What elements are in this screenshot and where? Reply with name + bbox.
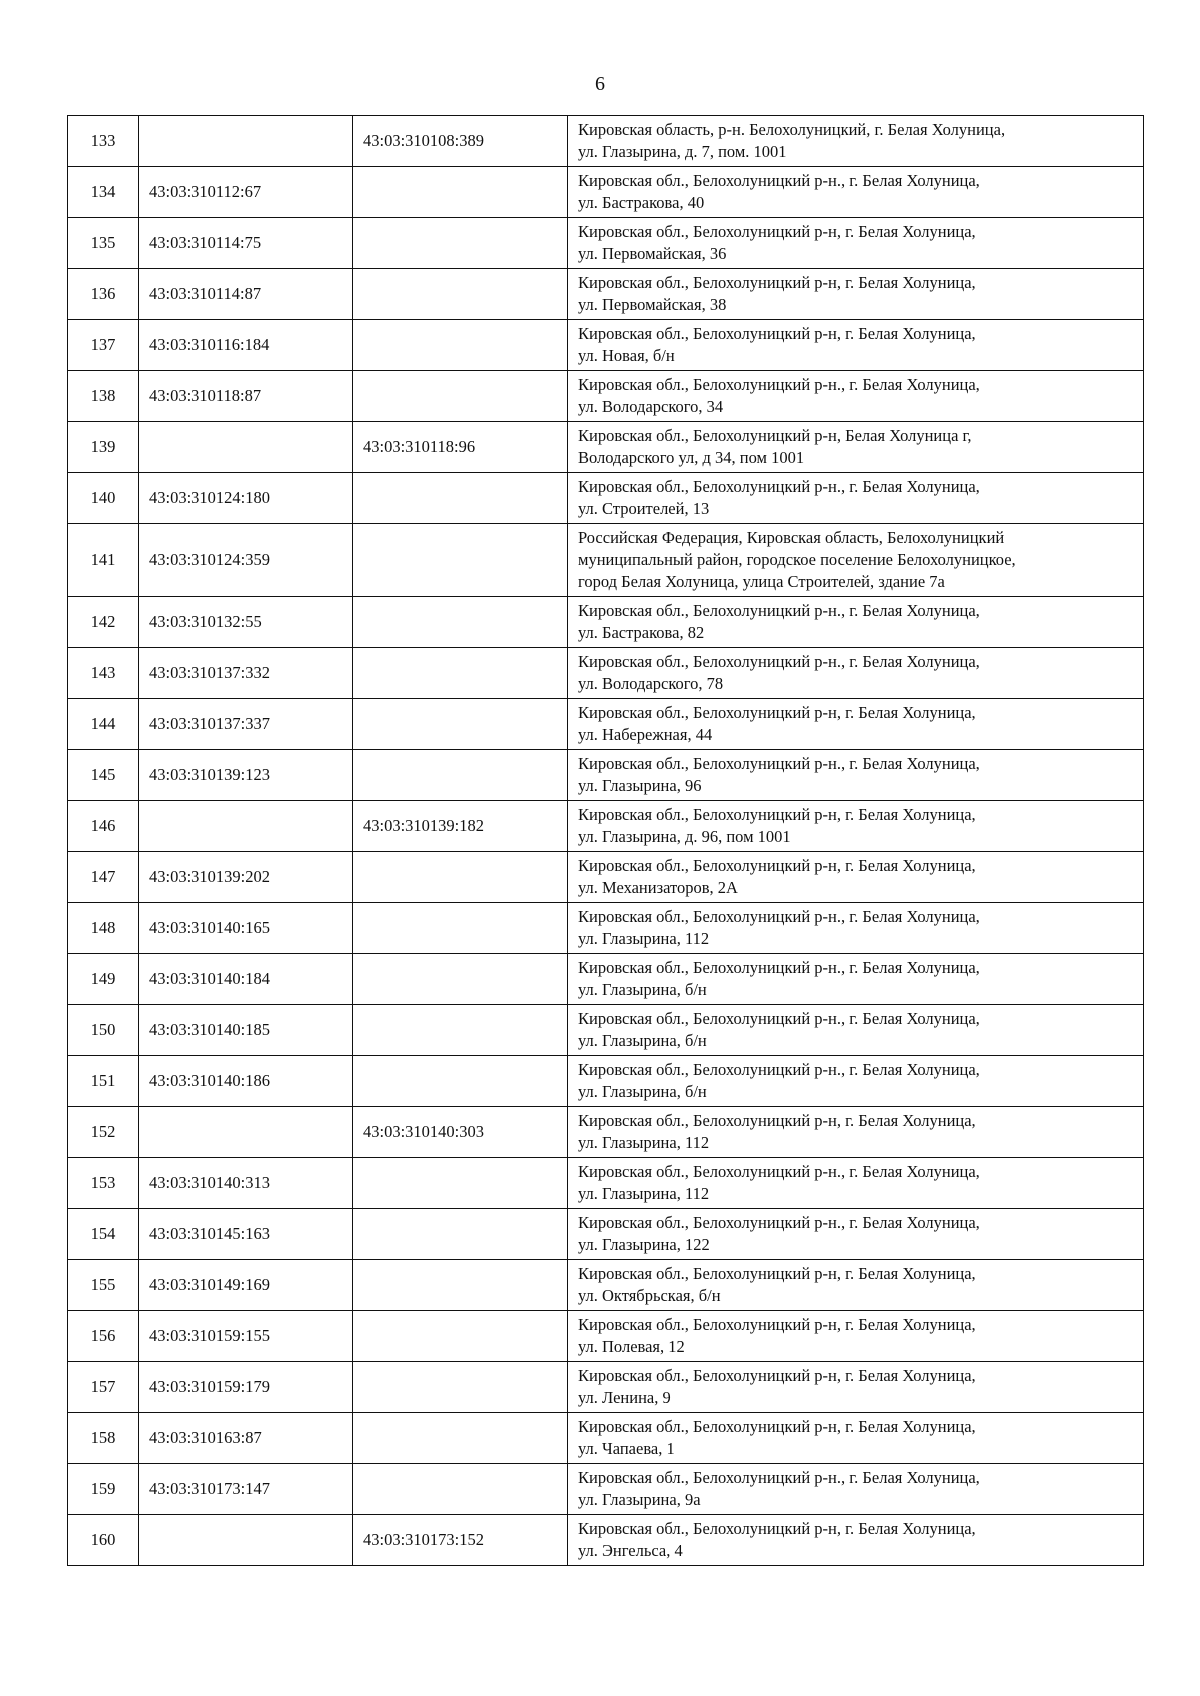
row-number-cell: 152: [68, 1107, 139, 1158]
address-line: Кировская обл., Белохолуницкий р-н., г. Белая Холуница,: [578, 958, 980, 977]
land-parcel-cadastral-number-cell: 43:03:310140:313: [139, 1158, 353, 1209]
row-number-cell: 138: [68, 371, 139, 422]
building-cadastral-number-cell: [353, 1311, 568, 1362]
address-line: ул. Бастракова, 40: [578, 193, 705, 212]
table-row: [68, 218, 1144, 269]
address-line: Кировская обл., Белохолуницкий р-н, г. Белая Холуница,: [578, 324, 976, 343]
address-line: Кировская область, р-н. Белохолуницкий, г. Белая Холуница,: [578, 120, 1006, 139]
table-row: [68, 422, 1144, 473]
address-cell: [568, 371, 1144, 422]
address-line: Кировская обл., Белохолуницкий р-н, г. Белая Холуница,: [578, 1519, 976, 1538]
land-parcel-cadastral-number-cell: 43:03:310137:332: [139, 648, 353, 699]
address-line: ул. Чапаева, 1: [578, 1439, 675, 1458]
table-row: [68, 1311, 1144, 1362]
address-cell: [568, 597, 1144, 648]
address-line: ул. Набережная, 44: [578, 725, 713, 744]
land-parcel-cadastral-number-cell: 43:03:310159:155: [139, 1311, 353, 1362]
land-parcel-cadastral-number-cell: 43:03:310140:186: [139, 1056, 353, 1107]
address-line: Кировская обл., Белохолуницкий р-н., г. Белая Холуница,: [578, 652, 980, 671]
address-line: Кировская обл., Белохолуницкий р-н, г. Белая Холуница,: [578, 856, 976, 875]
table-body: [68, 116, 1144, 1566]
row-number-cell: 160: [68, 1515, 139, 1566]
building-cadastral-number-cell: 43:03:310118:96: [353, 422, 568, 473]
address-cell: [568, 801, 1144, 852]
address-line: ул. Глазырина, 112: [578, 1184, 710, 1203]
row-number-cell: 142: [68, 597, 139, 648]
table-row: [68, 167, 1144, 218]
address-line: ул. Глазырина, 112: [578, 1133, 710, 1152]
land-parcel-cadastral-number-cell: [139, 116, 353, 167]
row-number-cell: 136: [68, 269, 139, 320]
table-row: [68, 801, 1144, 852]
building-cadastral-number-cell: [353, 648, 568, 699]
building-cadastral-number-cell: 43:03:310108:389: [353, 116, 568, 167]
address-line: ул. Первомайская, 38: [578, 295, 727, 314]
address-cell: [568, 1209, 1144, 1260]
land-parcel-cadastral-number-cell: 43:03:310124:180: [139, 473, 353, 524]
row-number-cell: 141: [68, 524, 139, 597]
land-parcel-cadastral-number-cell: [139, 1515, 353, 1566]
address-line: ул. Володарского, 34: [578, 397, 724, 416]
address-line: ул. Первомайская, 36: [578, 244, 727, 263]
row-number-cell: 156: [68, 1311, 139, 1362]
land-parcel-cadastral-number-cell: [139, 1107, 353, 1158]
address-line: Кировская обл., Белохолуницкий р-н., г. Белая Холуница,: [578, 1060, 980, 1079]
building-cadastral-number-cell: [353, 903, 568, 954]
building-cadastral-number-cell: [353, 1260, 568, 1311]
address-line: Кировская обл., Белохолуницкий р-н, г. Белая Холуница,: [578, 1315, 976, 1334]
land-parcel-cadastral-number-cell: 43:03:310163:87: [139, 1413, 353, 1464]
address-line: Кировская обл., Белохолуницкий р-н, Белая Холуница г,: [578, 426, 972, 445]
address-line: Кировская обл., Белохолуницкий р-н., г. Белая Холуница,: [578, 1468, 980, 1487]
building-cadastral-number-cell: [353, 473, 568, 524]
address-cell: [568, 116, 1144, 167]
address-line: ул. Энгельса, 4: [578, 1541, 683, 1560]
building-cadastral-number-cell: [353, 1413, 568, 1464]
address-cell: [568, 422, 1144, 473]
table-row: [68, 473, 1144, 524]
building-cadastral-number-cell: [353, 852, 568, 903]
land-parcel-cadastral-number-cell: 43:03:310139:202: [139, 852, 353, 903]
row-number-cell: 147: [68, 852, 139, 903]
page-number: 6: [595, 73, 605, 95]
land-parcel-cadastral-number-cell: 43:03:310132:55: [139, 597, 353, 648]
cadastral-registry-table: [67, 115, 1144, 1566]
building-cadastral-number-cell: [353, 750, 568, 801]
table-row: [68, 1260, 1144, 1311]
address-cell: [568, 852, 1144, 903]
building-cadastral-number-cell: 43:03:310139:182: [353, 801, 568, 852]
address-cell: [568, 524, 1144, 597]
address-line: Володарского ул, д 34, пом 1001: [578, 448, 805, 467]
address-line: Кировская обл., Белохолуницкий р-н., г. Белая Холуница,: [578, 1009, 980, 1028]
table-row: [68, 1464, 1144, 1515]
address-cell: [568, 167, 1144, 218]
row-number-cell: 148: [68, 903, 139, 954]
table-row: [68, 648, 1144, 699]
address-cell: [568, 1005, 1144, 1056]
table-row: [68, 1209, 1144, 1260]
row-number-cell: 134: [68, 167, 139, 218]
address-cell: [568, 218, 1144, 269]
address-line: Кировская обл., Белохолуницкий р-н., г. Белая Холуница,: [578, 907, 980, 926]
building-cadastral-number-cell: [353, 1005, 568, 1056]
address-line: ул. Глазырина, д. 96, пом 1001: [578, 827, 791, 846]
address-line: ул. Глазырина, 122: [578, 1235, 710, 1254]
building-cadastral-number-cell: [353, 699, 568, 750]
table-row: [68, 1413, 1144, 1464]
address-line: ул. Глазырина, д. 7, пом. 1001: [578, 142, 787, 161]
building-cadastral-number-cell: [353, 1056, 568, 1107]
address-line: ул. Новая, б/н: [578, 346, 675, 365]
table-row: [68, 903, 1144, 954]
address-cell: [568, 1515, 1144, 1566]
address-line: Кировская обл., Белохолуницкий р-н., г. Белая Холуница,: [578, 754, 980, 773]
address-cell: [568, 648, 1144, 699]
table-row: [68, 1056, 1144, 1107]
row-number-cell: 159: [68, 1464, 139, 1515]
land-parcel-cadastral-number-cell: 43:03:310145:163: [139, 1209, 353, 1260]
building-cadastral-number-cell: [353, 1464, 568, 1515]
address-line: Кировская обл., Белохолуницкий р-н., г. Белая Холуница,: [578, 1162, 980, 1181]
building-cadastral-number-cell: [353, 371, 568, 422]
row-number-cell: 157: [68, 1362, 139, 1413]
table-row: [68, 320, 1144, 371]
address-cell: [568, 1260, 1144, 1311]
address-line: ул. Бастракова, 82: [578, 623, 705, 642]
address-line: ул. Глазырина, б/н: [578, 1031, 707, 1050]
address-line: ул. Глазырина, 9а: [578, 1490, 701, 1509]
building-cadastral-number-cell: [353, 167, 568, 218]
row-number-cell: 133: [68, 116, 139, 167]
address-cell: [568, 903, 1144, 954]
row-number-cell: 145: [68, 750, 139, 801]
land-parcel-cadastral-number-cell: 43:03:310140:165: [139, 903, 353, 954]
table-row: [68, 597, 1144, 648]
building-cadastral-number-cell: [353, 1158, 568, 1209]
table-row: [68, 1005, 1144, 1056]
building-cadastral-number-cell: 43:03:310173:152: [353, 1515, 568, 1566]
land-parcel-cadastral-number-cell: 43:03:310114:87: [139, 269, 353, 320]
building-cadastral-number-cell: [353, 524, 568, 597]
address-cell: [568, 699, 1144, 750]
address-line: Кировская обл., Белохолуницкий р-н, г. Белая Холуница,: [578, 703, 976, 722]
row-number-cell: 154: [68, 1209, 139, 1260]
table-row: [68, 954, 1144, 1005]
address-line: Кировская обл., Белохолуницкий р-н., г. Белая Холуница,: [578, 601, 980, 620]
row-number-cell: 146: [68, 801, 139, 852]
address-line: Кировская обл., Белохолуницкий р-н., г. Белая Холуница,: [578, 477, 980, 496]
table-row: [68, 1515, 1144, 1566]
building-cadastral-number-cell: [353, 269, 568, 320]
row-number-cell: 143: [68, 648, 139, 699]
land-parcel-cadastral-number-cell: 43:03:310140:184: [139, 954, 353, 1005]
building-cadastral-number-cell: [353, 320, 568, 371]
land-parcel-cadastral-number-cell: 43:03:310116:184: [139, 320, 353, 371]
building-cadastral-number-cell: 43:03:310140:303: [353, 1107, 568, 1158]
table-row: [68, 1362, 1144, 1413]
address-cell: [568, 473, 1144, 524]
address-line: Российская Федерация, Кировская область, Белохолуницкий: [578, 528, 1005, 547]
table-row: [68, 371, 1144, 422]
row-number-cell: 137: [68, 320, 139, 371]
land-parcel-cadastral-number-cell: 43:03:310118:87: [139, 371, 353, 422]
address-cell: [568, 954, 1144, 1005]
address-line: Кировская обл., Белохолуницкий р-н, г. Белая Холуница,: [578, 805, 976, 824]
address-line: Кировская обл., Белохолуницкий р-н, г. Белая Холуница,: [578, 1417, 976, 1436]
address-line: ул. Глазырина, б/н: [578, 1082, 707, 1101]
building-cadastral-number-cell: [353, 1209, 568, 1260]
table-row: [68, 1158, 1144, 1209]
address-line: Кировская обл., Белохолуницкий р-н, г. Белая Холуница,: [578, 1264, 976, 1283]
land-parcel-cadastral-number-cell: 43:03:310112:67: [139, 167, 353, 218]
address-line: Кировская обл., Белохолуницкий р-н, г. Белая Холуница,: [578, 222, 976, 241]
address-line: ул. Механизаторов, 2А: [578, 878, 738, 897]
address-line: город Белая Холуница, улица Строителей, здание 7а: [578, 572, 945, 591]
table-row: [68, 269, 1144, 320]
address-line: ул. Ленина, 9: [578, 1388, 671, 1407]
table-row: [68, 1107, 1144, 1158]
address-line: ул. Полевая, 12: [578, 1337, 685, 1356]
row-number-cell: 149: [68, 954, 139, 1005]
address-cell: [568, 750, 1144, 801]
land-parcel-cadastral-number-cell: 43:03:310140:185: [139, 1005, 353, 1056]
address-line: ул. Глазырина, 112: [578, 929, 710, 948]
address-cell: [568, 1158, 1144, 1209]
address-cell: [568, 1362, 1144, 1413]
address-cell: [568, 1413, 1144, 1464]
address-line: ул. Строителей, 13: [578, 499, 710, 518]
row-number-cell: 150: [68, 1005, 139, 1056]
address-cell: [568, 1107, 1144, 1158]
address-cell: [568, 1464, 1144, 1515]
land-parcel-cadastral-number-cell: 43:03:310149:169: [139, 1260, 353, 1311]
address-cell: [568, 320, 1144, 371]
land-parcel-cadastral-number-cell: [139, 422, 353, 473]
land-parcel-cadastral-number-cell: 43:03:310139:123: [139, 750, 353, 801]
address-line: Кировская обл., Белохолуницкий р-н, г. Белая Холуница,: [578, 1366, 976, 1385]
row-number-cell: 140: [68, 473, 139, 524]
building-cadastral-number-cell: [353, 597, 568, 648]
row-number-cell: 153: [68, 1158, 139, 1209]
table-row: [68, 750, 1144, 801]
row-number-cell: 151: [68, 1056, 139, 1107]
table-row: [68, 524, 1144, 597]
address-line: Кировская обл., Белохолуницкий р-н., г. Белая Холуница,: [578, 171, 980, 190]
table-row: [68, 116, 1144, 167]
address-line: ул. Глазырина, 96: [578, 776, 702, 795]
row-number-cell: 158: [68, 1413, 139, 1464]
address-line: Кировская обл., Белохолуницкий р-н, г. Белая Холуница,: [578, 1111, 976, 1130]
address-line: Кировская обл., Белохолуницкий р-н, г. Белая Холуница,: [578, 273, 976, 292]
address-cell: [568, 269, 1144, 320]
address-line: муниципальный район, городское поселение Белохолуницкое,: [578, 550, 1016, 569]
row-number-cell: 139: [68, 422, 139, 473]
row-number-cell: 155: [68, 1260, 139, 1311]
building-cadastral-number-cell: [353, 1362, 568, 1413]
land-parcel-cadastral-number-cell: 43:03:310124:359: [139, 524, 353, 597]
land-parcel-cadastral-number-cell: 43:03:310173:147: [139, 1464, 353, 1515]
land-parcel-cadastral-number-cell: 43:03:310159:179: [139, 1362, 353, 1413]
building-cadastral-number-cell: [353, 954, 568, 1005]
address-line: ул. Глазырина, б/н: [578, 980, 707, 999]
table-row: [68, 699, 1144, 750]
address-line: Кировская обл., Белохолуницкий р-н., г. Белая Холуница,: [578, 375, 980, 394]
address-line: ул. Володарского, 78: [578, 674, 724, 693]
land-parcel-cadastral-number-cell: 43:03:310114:75: [139, 218, 353, 269]
table-row: [68, 852, 1144, 903]
land-parcel-cadastral-number-cell: [139, 801, 353, 852]
address-cell: [568, 1056, 1144, 1107]
address-line: Кировская обл., Белохолуницкий р-н., г. Белая Холуница,: [578, 1213, 980, 1232]
row-number-cell: 144: [68, 699, 139, 750]
row-number-cell: 135: [68, 218, 139, 269]
address-line: ул. Октябрьская, б/н: [578, 1286, 721, 1305]
building-cadastral-number-cell: [353, 218, 568, 269]
land-parcel-cadastral-number-cell: 43:03:310137:337: [139, 699, 353, 750]
address-cell: [568, 1311, 1144, 1362]
